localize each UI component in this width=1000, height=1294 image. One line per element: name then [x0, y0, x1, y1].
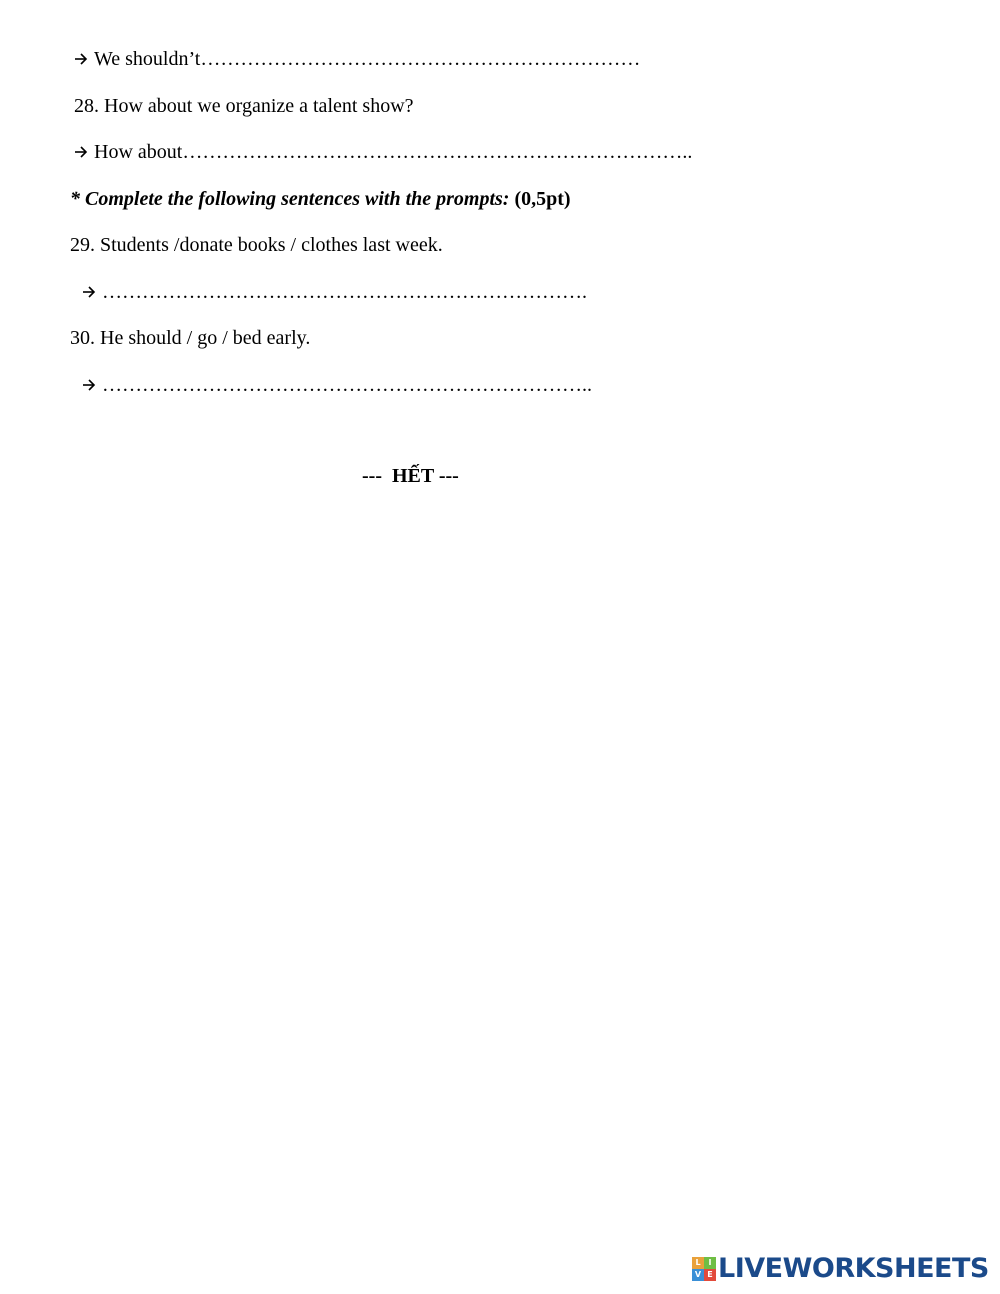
logo-letter-i: I [704, 1257, 716, 1269]
q27-answer-blank[interactable]: ………………………………………………………… [200, 48, 641, 70]
live-logo-icon [692, 1257, 716, 1281]
arrow-right-icon [82, 285, 96, 299]
q30-prompt: 30. He should / go / bed early. [70, 327, 311, 349]
q29-prompt: 29. Students /donate books / clothes last week. [70, 234, 443, 256]
end-marker: --- HẾT --- [362, 465, 459, 487]
arrow-right-icon [82, 378, 96, 392]
brand-name: LIVEWORKSHEETS [718, 1253, 989, 1284]
q28-answer-prefix: How about [94, 141, 183, 163]
q30-answer-blank[interactable]: ……………………………………………………………….. [102, 374, 592, 396]
q28-question: 28. How about we organize a talent show? [74, 95, 414, 117]
logo-letter-v: V [692, 1269, 704, 1281]
logo-letter-e: E [704, 1269, 716, 1281]
q29-answer-blank[interactable]: ………………………………………………………………. [102, 281, 587, 303]
points-label: (0,5pt) [514, 188, 571, 210]
q27-answer-line [74, 47, 640, 71]
q29-answer-line [82, 280, 587, 304]
arrow-right-icon [74, 52, 88, 66]
q27-answer-prefix: We shouldn’t [94, 48, 201, 70]
arrow-right-icon [74, 145, 88, 159]
liveworksheets-logo[interactable] [692, 1254, 989, 1284]
instruction-text: * Complete the following sentences with the prompts: [70, 188, 510, 210]
logo-letter-l: L [692, 1257, 704, 1269]
q28-answer-blank[interactable]: ………………………………………………………………….. [182, 141, 693, 163]
section-instruction [70, 187, 571, 211]
q28-answer-line [74, 140, 692, 164]
q30-answer-line [82, 373, 592, 397]
